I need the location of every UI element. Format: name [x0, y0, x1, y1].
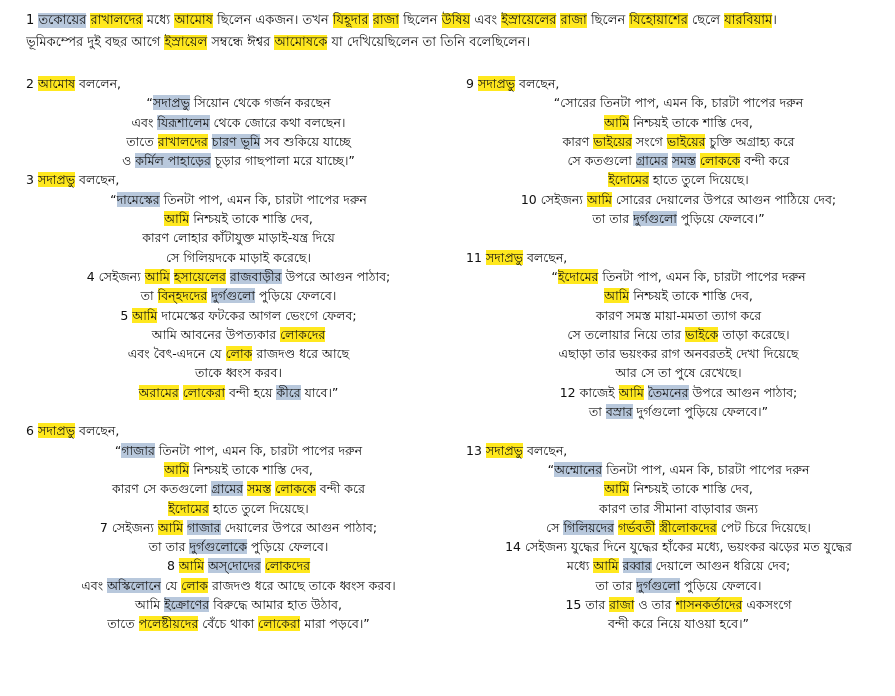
- text-segment: আমি: [135, 597, 165, 613]
- text-segment: রাজদণ্ড ধরে আছে তাকে ধ্বংস করব।: [207, 577, 396, 593]
- highlighted-word: আমি: [593, 558, 619, 574]
- text-segment: সে: [546, 519, 564, 535]
- verse-line: [466, 614, 891, 633]
- text-segment: ।: [772, 13, 777, 28]
- highlighted-word: সদাপ্রভু: [485, 442, 523, 458]
- text-segment: মারা পড়বে।”: [300, 616, 370, 632]
- text-segment: উপরে আগুন পাঠাব;: [688, 384, 798, 400]
- verse-line: [26, 576, 451, 595]
- verse-stanza: [26, 421, 451, 633]
- highlighted-word: যিহূদার: [332, 13, 369, 28]
- text-segment: এছাড়া তার ভয়ংকর রাগ অনবরতই দেখা দিয়েছে: [558, 346, 799, 362]
- text-segment: পুড়িয়ে ফেলবে।: [247, 539, 329, 555]
- intro-line: [26, 10, 886, 32]
- highlighted-word: ইদোমের: [608, 172, 649, 188]
- highlighted-word: ইস্রায়েলের: [501, 13, 557, 28]
- text-segment: যা দেখিয়েছিলেন তা তিনি বলেছিলেন।: [327, 35, 531, 50]
- text-segment: কারণ সমস্ত মায়া-মমতা ত্যাগ করে: [595, 307, 762, 323]
- highlighted-word: গ্রামের: [211, 481, 244, 497]
- text-segment: মধ্যে: [142, 13, 175, 28]
- text-segment: পেট চিরে দিয়েছে।: [716, 519, 811, 535]
- highlighted-word: রাজবাড়ীর: [229, 268, 282, 284]
- verse-line: [466, 286, 891, 305]
- highlighted-word: হসায়েলের: [173, 268, 226, 284]
- highlighted-word: আমোষ: [37, 76, 75, 91]
- text-segment: বলছেন,: [75, 423, 120, 439]
- text-segment: একসংগে: [742, 597, 792, 613]
- text-segment: তিনটা পাপ, এমন কি, চারটা পাপের দরুন: [159, 191, 367, 207]
- text-segment: মধ্যে: [566, 558, 594, 574]
- text-segment: ভূমিকম্পের দুই বছর আগে: [26, 35, 165, 50]
- verse-line: [26, 363, 451, 382]
- text-segment: সম্বন্ধে ঈশ্বর: [207, 35, 275, 50]
- highlighted-word: লোককে: [699, 153, 741, 169]
- verse-line: [26, 93, 451, 112]
- verse-heading: [26, 170, 451, 189]
- text-segment: বলছেন,: [522, 249, 568, 265]
- highlighted-word: বস্রার: [605, 404, 633, 420]
- text-segment: তাড়া করেছে।: [718, 326, 790, 342]
- highlighted-word: গিলিয়দের: [563, 519, 614, 535]
- highlighted-word: চারণ ভূমি: [211, 133, 261, 149]
- text-segment: ও: [122, 153, 136, 169]
- verse-line: [466, 518, 891, 537]
- verse-line: [466, 209, 891, 228]
- verse-line: [466, 306, 891, 325]
- text-segment: “: [551, 268, 558, 284]
- text-segment: তা: [140, 288, 158, 304]
- verse-line: [26, 325, 451, 344]
- text-segment: 15 তার: [565, 597, 610, 613]
- verse-line: [466, 344, 891, 363]
- text-segment: বললেন,: [75, 76, 122, 91]
- verse-line: [466, 576, 891, 595]
- highlighted-word: অস্‌দোদের: [208, 558, 261, 574]
- text-segment: “: [114, 442, 122, 458]
- text-segment: 9: [466, 76, 478, 91]
- highlighted-word: কীরে: [276, 384, 301, 400]
- text-segment: কারণ সে কতগুলো: [112, 481, 212, 497]
- verse-heading: [26, 421, 451, 440]
- text-segment: ছিলেন: [586, 13, 630, 28]
- left-column: [26, 74, 451, 653]
- highlighted-word: ইদোমের: [168, 500, 209, 516]
- text-segment: যাবে।”: [300, 384, 339, 400]
- highlighted-word: দামেস্কের: [116, 191, 160, 207]
- highlighted-word: আমি: [164, 461, 190, 477]
- verse-line: [26, 286, 451, 305]
- text-segment: 8: [166, 558, 179, 574]
- verse-line: [26, 228, 451, 247]
- highlighted-word: সমস্ত: [247, 481, 272, 497]
- verse-line: [26, 190, 451, 209]
- text-segment: [619, 558, 623, 573]
- highlighted-word: রাখালদের: [90, 13, 143, 28]
- highlighted-word: আমি: [144, 268, 170, 284]
- text-segment: 14 সেইজন্য যুদ্ধের দিনে যুদ্ধের হাঁকের মধ্যে, ভয়ংকর ঝড়ের মত যুদ্ধের: [505, 539, 852, 555]
- text-segment: বলছেন,: [515, 76, 560, 91]
- text-segment: নিশ্চয়ই তাকে শাস্তি দেব,: [629, 114, 753, 130]
- highlighted-word: দুর্গগুলো: [636, 577, 681, 593]
- verse-stanza: [466, 248, 891, 422]
- verse-line: [466, 132, 891, 151]
- text-segment: বন্দী করে: [315, 481, 365, 497]
- text-segment: দুর্গগুলো পুড়িয়ে ফেলবে।”: [632, 404, 769, 420]
- highlighted-word: অস্কিলোনে: [107, 577, 161, 593]
- text-segment: সংগে: [631, 133, 667, 149]
- highlighted-word: লোক: [225, 346, 253, 362]
- intro-line: [26, 32, 886, 54]
- text-segment: তিনটা পাপ, এমন কি, চারটা পাপের দরুন: [154, 442, 363, 458]
- text-segment: বলছেন,: [522, 442, 568, 458]
- highlighted-word: তকোয়ের: [38, 13, 87, 28]
- highlighted-word: শাসনকর্তাদের: [675, 597, 743, 613]
- text-segment: “: [547, 461, 555, 477]
- verse-line: [466, 151, 891, 170]
- verse-line: [26, 344, 451, 363]
- highlighted-word: পলেষ্টীয়দের: [138, 616, 199, 632]
- highlighted-word: আমি: [157, 519, 184, 535]
- highlighted-word: গাজার: [121, 442, 155, 458]
- text-segment: বন্দী করে নিয়ে যাওয়া হবে।”: [607, 616, 750, 632]
- highlighted-word: ইস্রায়েল: [164, 35, 208, 50]
- verse-line: [26, 267, 451, 286]
- highlighted-word: রাজা: [372, 13, 400, 28]
- text-segment: 13: [466, 442, 486, 458]
- highlighted-word: লোকদের: [280, 326, 326, 342]
- text-segment: 11: [466, 249, 486, 265]
- highlighted-word: যিরূশালেম: [157, 114, 210, 130]
- text-segment: তাতে: [107, 616, 139, 632]
- highlighted-word: ইদোমের: [557, 268, 599, 284]
- highlighted-word: গর্ভবতী: [617, 519, 656, 535]
- text-segment: নিশ্চয়ই তাকে শাস্তি দেব,: [189, 461, 313, 477]
- verse-heading: [466, 441, 891, 460]
- text-segment: চুক্তি অগ্রাহ্য করে: [705, 133, 795, 149]
- highlighted-word: বিন্‌হদদের: [157, 288, 208, 304]
- verse-line: [466, 460, 891, 479]
- highlighted-word: সদাপ্রভু: [37, 172, 76, 188]
- highlighted-word: আমি: [618, 384, 644, 400]
- verse-stanza: [466, 441, 891, 634]
- right-column: [466, 74, 891, 653]
- verse-line: [466, 363, 891, 382]
- verse-line: [466, 556, 891, 575]
- intro-paragraph: [26, 10, 886, 54]
- text-segment: ছিলেন একজন। তখন: [212, 13, 333, 28]
- text-segment: তা তার: [148, 539, 190, 555]
- highlighted-word: ইক্রোণের: [164, 597, 210, 613]
- text-segment: সে তলোয়ার নিয়ে তার: [567, 326, 686, 342]
- text-segment: দেয়ালে আগুন ধরিয়ে দেব;: [651, 558, 791, 574]
- verse-line: [26, 614, 451, 633]
- text-segment: 10 সেইজন্য: [520, 191, 587, 207]
- verse-line: [466, 402, 891, 421]
- text-segment: বন্দী করে: [740, 153, 790, 169]
- text-segment: “: [110, 191, 117, 207]
- text-segment: দেয়ালের উপরে আগুন পাঠাব;: [220, 519, 378, 535]
- text-segment: এবং: [470, 13, 502, 28]
- highlighted-word: সদাপ্রভু: [477, 76, 516, 91]
- text-segment: চূড়ার গাছপালা মরে যাচ্ছে।”: [210, 153, 355, 169]
- highlighted-word: রাজা: [560, 13, 587, 28]
- text-segment: সে কতগুলো: [567, 153, 636, 169]
- text-segment: রাজদণ্ড ধরে আছে: [252, 346, 350, 362]
- text-segment: নিশ্চয়ই তাকে শাস্তি দেব,: [629, 288, 753, 304]
- highlighted-word: দুর্গগুলো: [211, 288, 256, 304]
- highlighted-word: রব্বার: [622, 558, 652, 574]
- highlighted-word: রাখালদের: [157, 133, 208, 149]
- text-segment: সিয়োন থেকে গর্জন করছেন: [189, 95, 331, 111]
- text-segment: 2: [26, 76, 38, 91]
- verse-line: [466, 267, 891, 286]
- text-segment: হাতে তুলে দিয়েছে।: [648, 172, 749, 188]
- highlighted-word: সদাপ্রভু: [152, 95, 190, 111]
- highlighted-word: আমোষকে: [274, 35, 328, 50]
- text-segment: তাকে ধ্বংস করব।: [195, 365, 282, 381]
- text-segment: বিরুদ্ধে আমার হাত উঠাব,: [209, 597, 342, 613]
- text-segment: দামেস্কের ফটকের আগল ভেংগে ফেলব;: [157, 307, 357, 323]
- text-segment: এবং: [81, 577, 108, 593]
- highlighted-word: আমি: [604, 288, 630, 304]
- verse-line: [26, 499, 451, 518]
- text-segment: 5: [120, 307, 133, 323]
- text-segment: উপরে আগুন পাঠাব;: [281, 268, 391, 284]
- highlighted-word: গাজার: [187, 519, 221, 535]
- verse-line: [466, 170, 891, 189]
- verse-line: [26, 518, 451, 537]
- text-segment: ছেলে: [687, 13, 725, 28]
- text-segment: তা তার: [595, 577, 637, 593]
- text-segment: সব শুকিয়ে যাচ্ছে: [260, 133, 351, 149]
- text-segment: “সোরের তিনটা পাপ, এমন কি, চারটা পাপের দরুন: [553, 95, 804, 111]
- highlighted-word: অম্মোনের: [554, 461, 603, 477]
- verse-line: [26, 209, 451, 228]
- highlighted-word: লোক: [181, 577, 208, 593]
- text-segment: তা তার: [592, 211, 634, 227]
- text-segment: 7 সেইজন্য: [99, 519, 158, 535]
- text-segment: কারণ লোহার কাঁটাযুক্ত মাড়াই-যন্ত্র দিয়ে: [142, 230, 335, 246]
- highlighted-word: গ্রামের: [635, 153, 668, 169]
- highlighted-word: আমি: [164, 211, 190, 227]
- verse-line: [26, 441, 451, 460]
- highlighted-word: যারবিয়াম: [724, 13, 773, 28]
- text-segment: 12 কাজেই: [559, 384, 619, 400]
- text-segment: “: [146, 95, 153, 111]
- text-segment: থেকে জোরে কথা বলছেন।: [209, 114, 346, 130]
- text-segment: এবং বৈৎ-এদনে যে: [127, 346, 226, 362]
- highlighted-word: উষিয়: [441, 13, 471, 28]
- text-segment: এবং: [131, 114, 158, 130]
- text-segment: তাতে: [126, 133, 158, 149]
- text-segment: নিশ্চয়ই তাকে শাস্তি দেব,: [629, 481, 753, 497]
- highlighted-word: ভাইকে: [685, 326, 719, 342]
- text-segment: 1: [26, 13, 39, 28]
- verse-line: [466, 499, 891, 518]
- highlighted-word: লোককে: [275, 481, 316, 497]
- text-segment: বন্দী হয়ে: [225, 384, 277, 400]
- verse-line: [466, 383, 891, 402]
- highlighted-word: সমস্ত: [671, 153, 696, 169]
- highlighted-word: লোকদের: [264, 558, 311, 574]
- highlighted-word: আমি: [604, 114, 630, 130]
- highlighted-word: আমি: [604, 481, 630, 497]
- verse-line: [26, 248, 451, 267]
- text-segment: আর সে তা পুষে রেখেছে।: [615, 365, 742, 381]
- highlighted-word: আমি: [586, 191, 612, 207]
- highlighted-word: দুর্গগুলোকে: [189, 539, 248, 555]
- text-segment: ছিলেন: [399, 13, 442, 28]
- text-segment: কারণ: [562, 133, 594, 149]
- text-segment: তিনটা পাপ, এমন কি, চারটা পাপের দরুন: [602, 461, 810, 477]
- text-segment: যে: [160, 577, 182, 593]
- verse-heading: [466, 248, 891, 267]
- verse-line: [26, 595, 451, 614]
- verse-stanza: [26, 74, 451, 402]
- text-segment: বলছেন,: [75, 172, 120, 188]
- verse-line: [26, 383, 451, 402]
- verse-line: [466, 113, 891, 132]
- highlighted-word: সদাপ্রভু: [485, 249, 523, 265]
- verse-line: [466, 93, 891, 112]
- text-segment: সে গিলিয়দকে মাড়াই করেছে।: [166, 249, 311, 265]
- text-segment: কারণ তার সীমানা বাড়াবার জন্য: [599, 500, 758, 516]
- highlighted-word: আমি: [132, 307, 158, 323]
- highlighted-word: আমি: [178, 558, 205, 574]
- verse-line: [466, 479, 891, 498]
- highlighted-word: রাজা: [609, 597, 635, 613]
- verse-line: [466, 325, 891, 344]
- text-segment: তা: [588, 404, 606, 420]
- verse-line: [26, 306, 451, 325]
- text-segment: বেঁচে থাকা: [198, 616, 259, 632]
- verse-heading: [26, 74, 451, 93]
- text-segment: সোরের দেয়ালের উপরে আগুন পাঠিয়ে দেব;: [611, 191, 837, 207]
- highlighted-word: ভাইয়ের: [593, 133, 632, 149]
- text-segment: পুড়িয়ে ফেলবে।: [680, 577, 762, 593]
- text-segment: হাতে তুলে দিয়েছে।: [208, 500, 309, 516]
- verse-line: [26, 479, 451, 498]
- highlighted-word: আমোষ: [174, 13, 213, 28]
- text-segment: 3: [26, 172, 38, 188]
- verse-heading: [466, 74, 891, 93]
- highlighted-word: লোকেরা: [258, 616, 301, 632]
- verse-line: [26, 151, 451, 170]
- verse-line: [26, 132, 451, 151]
- text-segment: তিনটা পাপ, এমন কি, চারটা পাপের দরুন: [598, 268, 806, 284]
- verse-line: [466, 595, 891, 614]
- highlighted-word: দুর্গগুলো: [633, 211, 677, 227]
- verse-line: [26, 556, 451, 575]
- highlighted-word: স্ত্রীলোকদের: [659, 519, 717, 535]
- text-segment: নিশ্চয়ই তাকে শাস্তি দেব,: [189, 211, 313, 227]
- highlighted-word: যিহোয়াশের: [629, 13, 688, 28]
- text-segment: পুড়িয়ে ফেলবে।”: [676, 211, 765, 227]
- highlighted-word: লোকেরা: [182, 384, 226, 400]
- verse-line: [26, 113, 451, 132]
- text-segment: পুড়িয়ে ফেলবে।: [255, 288, 337, 304]
- text-segment: 6: [26, 423, 38, 439]
- highlighted-word: কর্মিল পাহাড়ের: [135, 153, 211, 169]
- verse-line: [26, 537, 451, 556]
- verse-line: [466, 190, 891, 209]
- highlighted-word: সদাপ্রভু: [37, 423, 76, 439]
- text-segment: ও তার: [634, 597, 676, 613]
- text-segment: 4 সেইজন্য: [86, 268, 145, 284]
- verse-stanza: [466, 74, 891, 228]
- verse-line: [26, 460, 451, 479]
- highlighted-word: ভাইয়ের: [666, 133, 706, 149]
- highlighted-word: অরামের: [138, 384, 179, 400]
- highlighted-word: তৈমনের: [647, 384, 689, 400]
- text-segment: আমি আবনের উপত্যকার: [151, 326, 281, 342]
- verse-line: [466, 537, 891, 556]
